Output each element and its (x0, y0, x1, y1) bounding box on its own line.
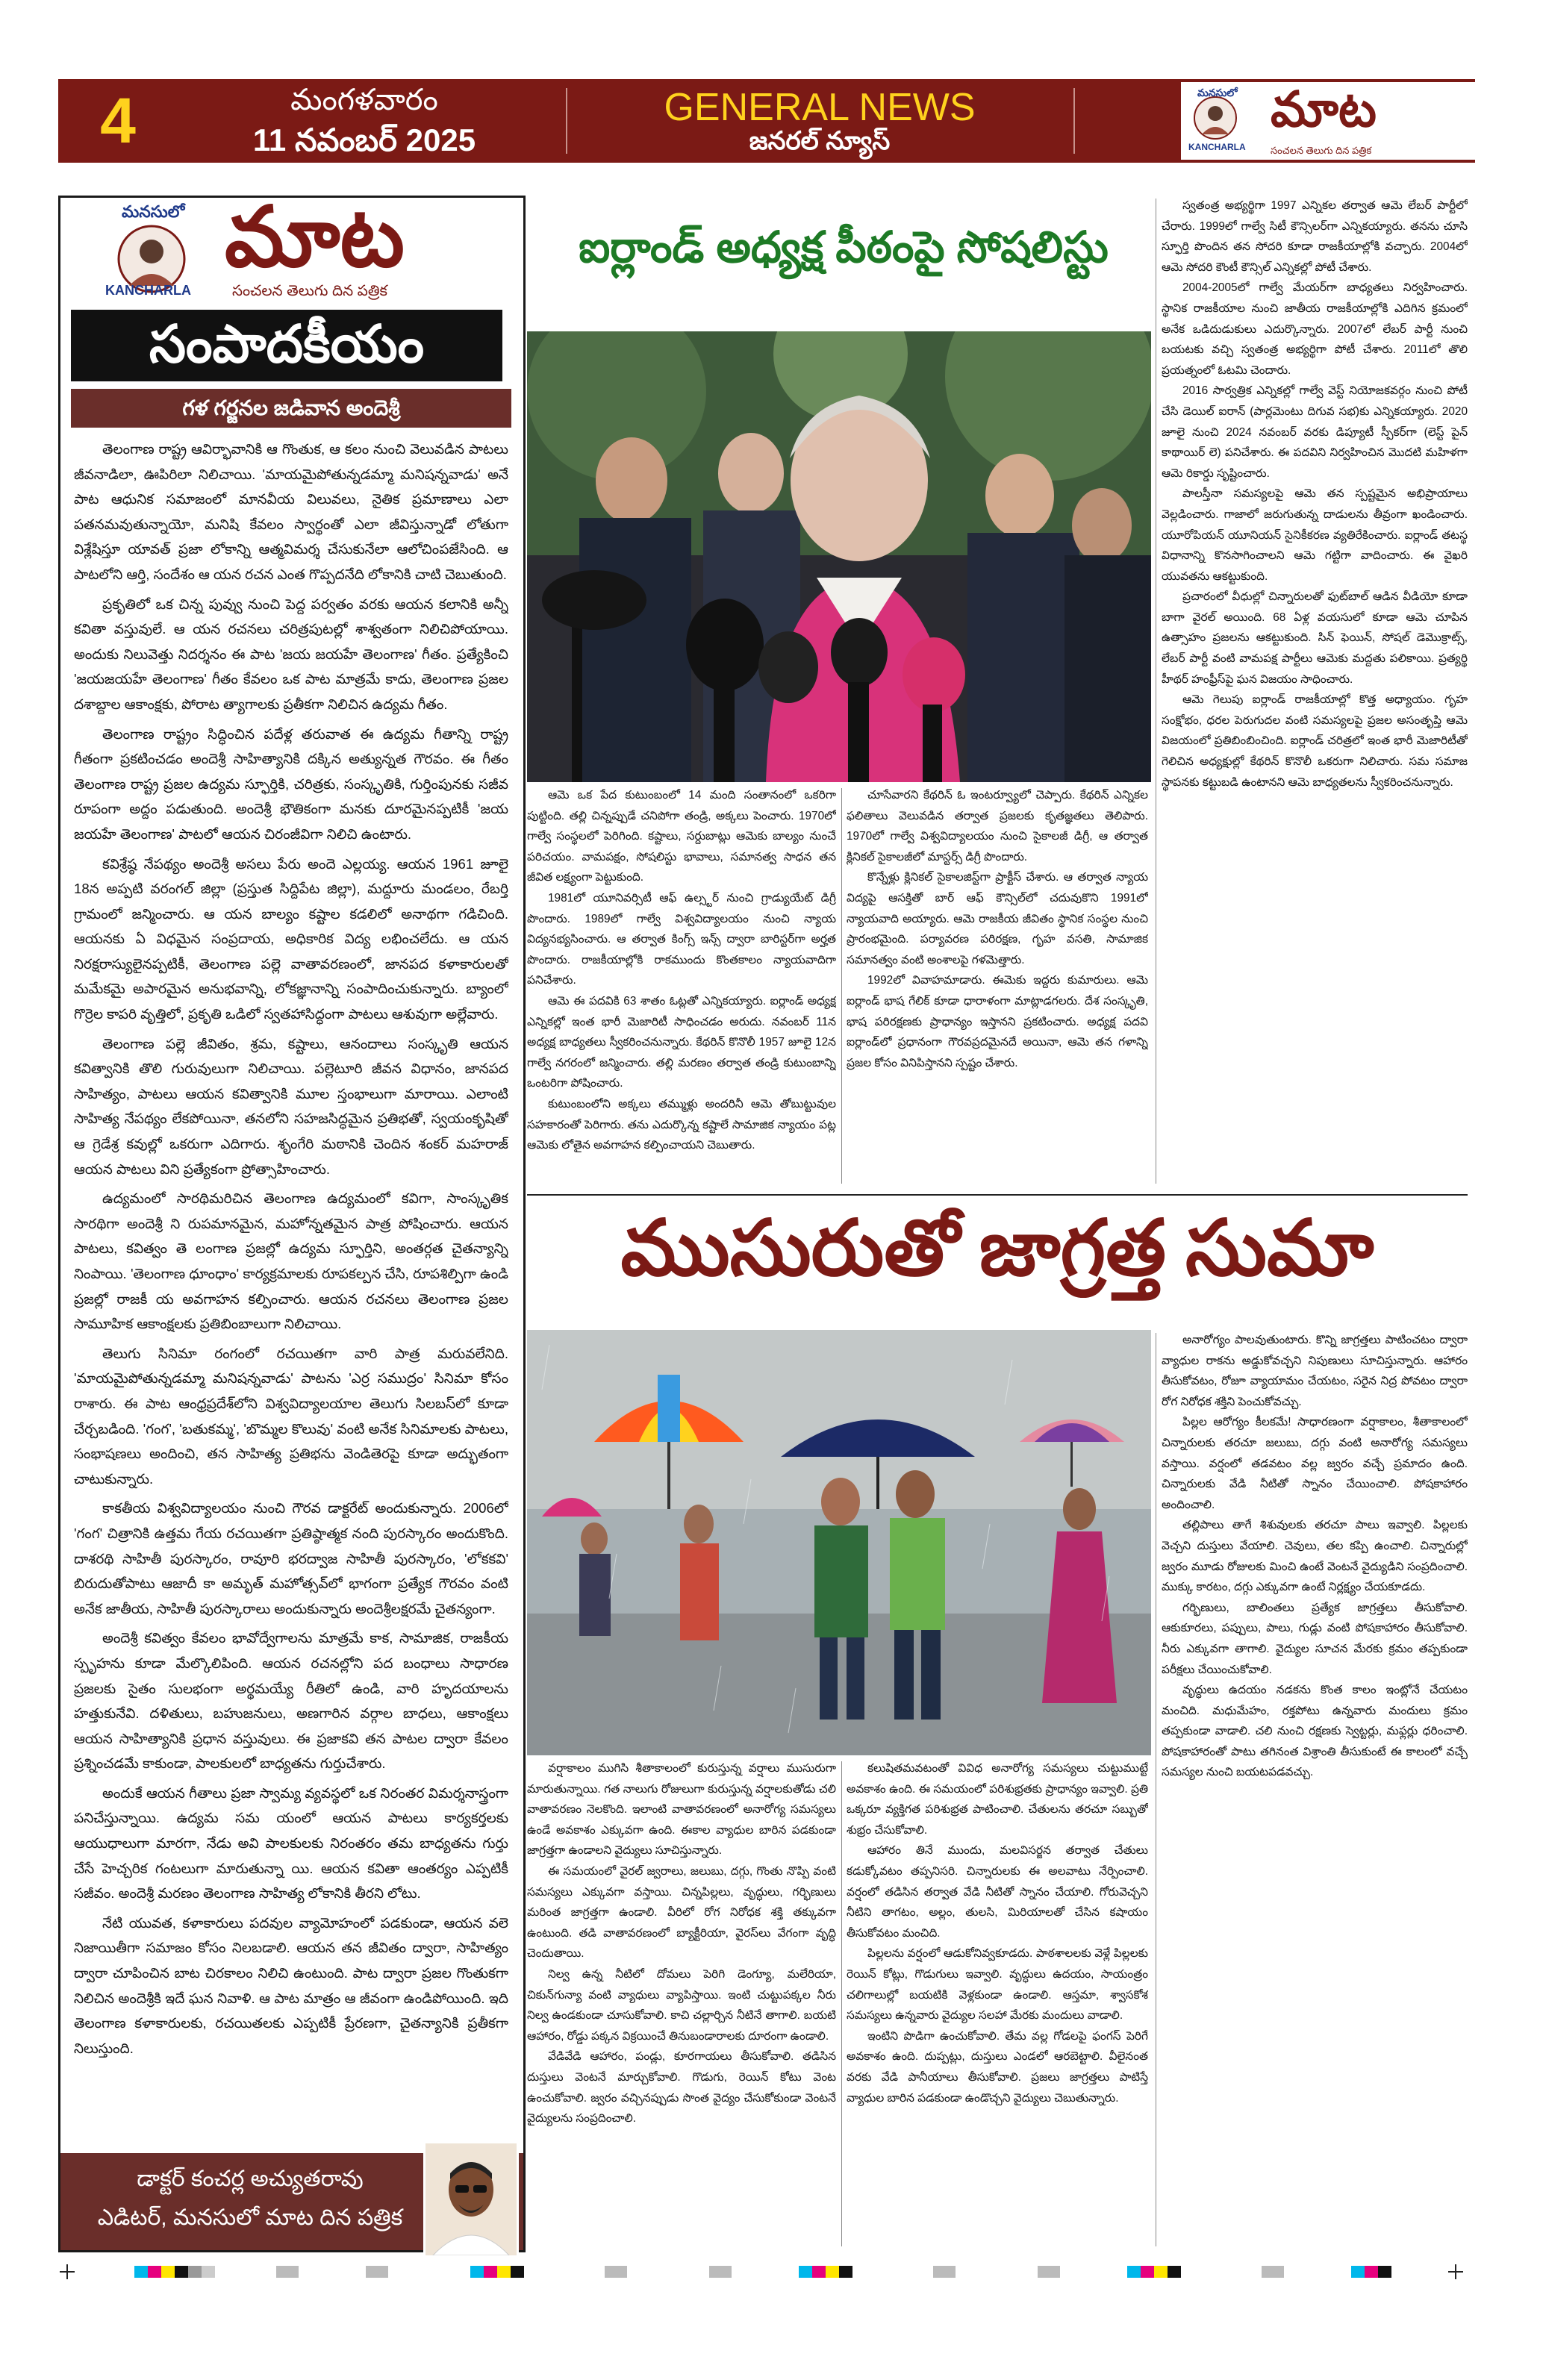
story-text-column (1162, 1330, 1468, 2251)
story-paragraph: ఆమె ఈ పదవికి 63 శాతం ఓట్లతో ఎన్నికయ్యారు. ఐర్లాండ్ అధ్యక్ష ఎన్నికల్లో ఇంత భారీ మెజారిటీ సాధించడం అరుదు. నవంబర్ 11న అధ్యక్ష బాధ్యతలు స్వీకరించనున్నారు. కేథరిన్ కొనొలీ 1957 జూలై 12న గాల్వే నగరంలో జన్మించారు. తల్లి మరణం తర్వాత తండ్రి కుటుంబాన్ని ఒంటరిగా పోషించారు. (527, 994, 836, 1090)
logo-tagline: సంచలన తెలుగు దిన పత్రిక (232, 283, 387, 299)
section-title-english: GENERAL NEWS (664, 86, 976, 129)
story-paragraph: నిల్వ ఉన్న నీటిలో దోమలు పెరిగి డెంగ్యూ, మలేరియా, చికున్‌గున్యా వంటి వ్యాధులు వ్యాపిస్తాయి. ఇంటి చుట్టుపక్కల నీరు నిల్వ ఉండకుండా చూసుకోవాలి. కాచి చల్లార్చిన నీటినే తాగాలి. బయటి ఆహారం, రోడ్డు పక్కన విక్రయించే తినుబండారాలకు దూరంగా ఉండాలి. (527, 1967, 836, 2043)
page-number: 4 (100, 85, 136, 157)
editorial-paragraph: ఉద్యమంలో సారథిమరిచిన తెలంగాణ ఉద్యమంలో కవిగా, సాంస్కృతిక సారథిగా అందెశ్రీ ని రుపమానమైన, మహోన్నతమైన పాత్ర పోషించారు. ఆయన పాటలు, కవిత్వం తె లంగాణ ప్రజల్లో ఉద్యమ స్ఫూర్తిని, అంతర్గత చైతన్యాన్ని నింపాయి. 'తెలంగాణ ధూంధాం' కార్యక్రమాలకు రూపకల్పన చేసి, రూపశిల్పిగా ఉండి ప్రజల్లో రాజకీ య అవగాహన కల్పించారు. ఆయన రచనలు తెలంగాణ ప్రజల సామూహిక ఆకాంక్షలకు ప్రతిబింబాలుగా నిలిచాయి. (74, 1190, 508, 1332)
header-date: 11 నవంబర్ 2025 (252, 122, 476, 157)
story-paragraph: కలుషితమవటంతో వివిధ అనారోగ్య సమస్యలు చుట్టుముట్టే అవకాశం ఉంది. ఈ సమయంలో పరిశుభ్రతకు ప్రాధాన్యం ఇవ్వాలి. ప్రతి ఒక్కరూ వ్యక్తిగత పరిశుభ్రత పాటించాలి. చేతులను తరచూ సబ్బుతో శుభ్రం చేసుకోవాలి. (847, 1762, 1148, 1837)
story-text-column (527, 785, 836, 1188)
logo-big-word: మాట (225, 192, 405, 284)
story-paragraph: 1981లో యూనివర్సిటీ ఆఫ్ ఉల్స్టర్ నుంచి గ్రాడ్యుయేట్ డిగ్రీ పొందారు. 1989లో గాల్వే విశ్వవిద్యాలయం నుంచి న్యాయ విద్యనభ్యసించారు. ఆ తర్వాత కింగ్స్ ఇన్స్ ద్వారా బారిస్టర్‌గా అర్హత పొందారు. రాజకీయాల్లోకి రాకముందు కొంతకాలం న్యాయవాదిగా పనిచేశారు. (527, 891, 836, 987)
editorial-paragraph: ప్రకృతిలో ఒక చిన్న పువ్వు నుంచి పెద్ద పర్వతం వరకు ఆయన కలానికి అన్నీ కవితా వస్తువులే. ఆ యన రచనలు చరిత్రపుటల్లో శాశ్వతంగా నిలిచిపోయాయి. అందుకు నిలువెత్తు నిదర్శనం ఈ పాట 'జయ జయహే తెలంగాణ' గీతం. ప్రత్యేకించి 'జయజయహే తెలంగాణ' గీతం కేవలం ఒక పాట మాత్రమే కాదు, తెలంగాణ ప్రజల దశాబ్దాల ఆకాంక్షకు, పోరాట త్యాగాలకు ప్రతీకగా నిలిచిన ఉద్యమ గీతం. (74, 596, 508, 712)
author-name: డాక్టర్ కంచర్ల అచ్యుతరావు (137, 2167, 364, 2191)
editorial-paragraph: అందెశ్రీ కవిత్వం కేవలం భావోద్వేగాలను మాత్రమే కాక, సామాజిక, రాజకీయ స్పృహను కూడా మేల్కొలిపింది. ఆయన రచనల్లోని పద బంధాలు సాధారణ ప్రజలకు సైతం సులభంగా అర్థమయ్యే రీతిలో ఉండి, వారి హృదయాలను హత్తుకునేవి. దళితులు, బహుజనులు, అణగారిన వర్గాల బాధలు, ఆకాంక్షలు ఆయన సాహిత్యానికి ప్రధాన వస్తువులు. ఈ ప్రజాకవి తన పాటల ద్వారా కేవలం ప్రశ్నించడమే కాకుండా, పాలకులలో బాధ్యతను గుర్తుచేశారు. (74, 1630, 508, 1772)
editorial-paragraph: తెలంగాణ రాష్ట్రం సిద్ధించిన పదేళ్ల తరువాత ఈ ఉద్యమ గీతాన్ని రాష్ట్ర గీతంగా ప్రకటించడం అందెశ్రీ సాహిత్యానికి దక్కిన అత్యున్నత గౌరవం. ఈ గీతం తెలంగాణ రాష్ట్ర ప్రజల ఉద్యమ స్ఫూర్తికి, చరిత్రకు, సంస్కృతికి, గుర్తింపునకు సజీవ రూపంగా అద్దం పడుతుంది. అందెశ్రీ భౌతికంగా మనకు దూరమైనప్పటికీ 'జయ జయహే తెలంగాణ' పాటలో ఆయన చిరంజీవిగా నిలిచి ఉంటారు. (74, 725, 508, 842)
print-registration-strip (52, 2260, 1471, 2284)
logo-small-word: మనసులో (122, 202, 185, 221)
story-paragraph: స్వతంత్ర అభ్యర్థిగా 1997 ఎన్నికల తర్వాత ఆమె లేబర్ పార్టీలో చేరారు. 1999లో గాల్వే సిటీ కౌన్సిలర్‌గా ఎన్నికయ్యారు. తనను చూసి స్ఫూర్తి పొందిన తన సోదరి కూడా రాజకీయాల్లోకి వచ్చారు. 2004లో ఆమె సోదరి కౌంటీ కౌన్సిల్ ఎన్నికల్లో పోటీ చేశారు. (1162, 199, 1468, 274)
story-paragraph: 2004-2005లో గాల్వే మేయర్‌గా బాధ్యతలు నిర్వహించారు. స్థానిక రాజకీయాల నుంచి జాతీయ రాజకీయాల్లోకి ఎదిగిన క్రమంలో అనేక ఒడిదుడుకులు ఎదుర్కొన్నారు. 2007లో లేబర్ పార్టీ నుంచి బయటకు వచ్చి స్వతంత్ర అభ్యర్థిగా పోటీ చేశారు. 2011లో తొలి ప్రయత్నంలో ఓటమి చెందారు. (1162, 281, 1468, 377)
logo-brand: KANCHARLA (105, 283, 191, 298)
story-paragraph: ఈ సమయంలో వైరల్ జ్వరాలు, జలుబు, దగ్గు, గొంతు నొప్పి వంటి సమస్యలు ఎక్కువగా వస్తాయి. చిన్నపిల్లలు, వృద్ధులు, గర్భిణులు మరింత జాగ్రత్తగా ఉండాలి. వీరిలో రోగ నిరోధక శక్తి తక్కువగా ఉంటుంది. తడి వాతావరణంలో బ్యాక్టీరియా, వైరస్‌లు వేగంగా వృద్ధి చెందుతాయి. (527, 1864, 836, 1961)
story-headline: ముసురుతో జాగ్రత్త సుమా (620, 1206, 1374, 1292)
masthead-logo (60, 192, 523, 302)
logo-brand: KANCHARLA (1188, 142, 1246, 152)
story-paragraph: పిల్లల ఆరోగ్యం కీలకమే! సాధారణంగా వర్షాకాలం, శీతాకాలంలో చిన్నారులకు తరచూ జలుబు, దగ్గు వంటి అనారోగ్య సమస్యలు వస్తాయి. వర్షంలో తడవటం వల్ల జ్వరం వచ్చే ప్రమాదం ఉంది. చిన్నారులకు వేడి నీటితో స్నానం చేయించాలి. పోషకాహారం అందించాలి. (1162, 1416, 1468, 1511)
story-text-column (847, 1758, 1148, 2251)
editorial-subtitle: గళ గర్జనల జడివాన అందెశ్రీ (71, 389, 511, 428)
header-logo (1181, 82, 1481, 160)
story-paragraph: వృద్ధులు ఉదయం నడకను కొంత కాలం ఇంట్లోనే చేయటం మంచిది. మధుమేహం, రక్తపోటు ఉన్నవారు మందులు క్రమం తప్పకుండా వాడాలి. చలి నుంచి రక్షణకు స్వెట్టర్లు, మఫ్లర్లు ధరించాలి. పోషకాహారంతో పాటు తగినంత విశ్రాంతి తీసుకుంటే ఈ కాలంలో వచ్చే సమస్యల నుంచి బయటపడవచ్చు. (1162, 1684, 1468, 1779)
editorial-paragraph: అందుకే ఆయన గీతాలు ప్రజా స్వామ్య వ్యవస్థలో ఒక నిరంతర విమర్శనాస్త్రంగా పనిచేస్తున్నాయి. ఉద్యమ సమ యంలో ఆయన పాటలు కార్యకర్తలకు ఆయుధాలుగా మారగా, నేడు అవి పాలకులకు నిరంతరం తమ బాధ్యతను గుర్తు చేసే హెచ్చరిక గంటలుగా మారుతున్నా యి. ఆయన కవితా ఆంతర్యం ఎప్పటికీ సజీవం. అందెశ్రీ మరణం తెలంగాణ సాహిత్య లోకానికి తీరని లోటు. (74, 1784, 508, 1902)
editorial-paragraph: తెలంగాణ పల్లె జీవితం, శ్రమ, కష్టాలు, ఆనందాలు సంస్కృతి ఆయన కవిత్వానికి తొలి గురువులుగా నిలిచాయి. పల్లెటూరి జీవన విధానం, జానపద సాహిత్యం, పాటలు ఆయన కవిత్వానికి మూల స్తంభాలుగా మారాయి. ఎలాంటి సాహిత్య నేపథ్యం లేకపోయినా, తనలోని సహజసిద్ధమైన ప్రతిభతో, స్వయంకృషితో ఆ గ్రెడేశ్ర కవుల్లో ఒకరుగా ఎదిగారు. శృంగేరి మఠానికి చెందిన శంకర్ మహరాజ్ ఆయన పాటలు విని ప్రత్యేకంగా ప్రోత్సాహించారు. (74, 1035, 508, 1177)
page-header (58, 79, 1475, 163)
story-headline: ఐర్లాండ్ అధ్యక్ష పీఠంపై సోషలిస్టు (579, 223, 1109, 272)
rain-umbrella-photo (527, 1330, 1151, 1755)
logo-small-word: మనసులో (1197, 87, 1238, 99)
story-paragraph: ఇంటిని పొడిగా ఉంచుకోవాలి. తేమ వల్ల గోడలపై ఫంగస్ పెరిగే అవకాశం ఉంది. దుప్పట్లు, దుస్తులు ఎండలో ఆరబెట్టాలి. వీలైనంత వరకు వేడి పానీయాలు తీసుకోవాలి. ప్రజలు జాగ్రత్తలు పాటిస్తే వ్యాధుల బారిన పడకుండా ఉండొచ్చని వైద్యులు చెబుతున్నారు. (847, 2029, 1148, 2105)
story-paragraph: కుటుంబంలోని అక్కలు తమ్ముళ్లు అందరినీ ఆమె తోబుట్టువుల సహకారంతో పెరిగారు. తను ఎదుర్కొన్న కష్టాలే సామాజిక న్యాయం పట్ల ఆమెకు లోతైన అవగాహన కల్పించాయని చెబుతారు. (527, 1097, 836, 1152)
story-paragraph: తల్లిపాలు తాగే శిశువులకు తరచూ పాలు ఇవ్వాలి. పిల్లలకు వెచ్చని దుస్తులు వేయాలి. చెవులు, తల కప్పి ఉంచాలి. చిన్నారుల్లో జ్వరం మూడు రోజులకు మించి ఉంటే వెంటనే వైద్యుడిని సంప్రదించాలి. ముక్కు కారటం, దగ్గు ఎక్కువగా ఉంటే నిర్లక్ష్యం చేయకూడదు. (1162, 1519, 1468, 1594)
story-photo (527, 331, 1151, 782)
editorial-body (74, 437, 508, 2071)
story-paragraph: 2016 సార్వత్రిక ఎన్నికల్లో గాల్వే వెస్ట్ నియోజకవర్గం నుంచి పోటీ చేసి డెయిల్ ఐరాన్ (పార్లమెంటు దిగువ సభ)కు ఎన్నికయ్యారు. 2020 జూలై నుంచి 2024 నవంబర్ వరకు డిప్యూటీ స్పీకర్‌గా (లెస్ట్ పైన్ కాథాయిర్ లె) పనిచేశారు. ఈ పదవిని నిర్వహించిన మొదటి మహిళగా ఆమె రికార్డు సృష్టించారు. (1162, 384, 1468, 480)
story-paragraph: వర్షాకాలం ముగిసి శీతాకాలంలో కురుస్తున్న వర్షాలు ముసురుగా మారుతున్నాయి. గత నాలుగు రోజులుగా కురుస్తున్న వర్షాలకుతోడు చలి వాతావరణం నెలకొంది. ఇలాంటి వాతావరణంలో అనారోగ్య సమస్యలు ఉండే అవకాశం ఎక్కువగా ఉంది. ఈకాల వ్యాధుల బారిన పడకుండా జాగ్రత్తగా ఉండాలని వైద్యులు సూచిస్తున్నారు. (527, 1762, 836, 1858)
section-title-telugu: జనరల్ న్యూస్ (749, 127, 891, 155)
author-portrait-icon (426, 2143, 517, 2255)
editorial-banner: సంపాదకీయం (71, 310, 502, 381)
story-paragraph: కొన్నేళ్లు క్లినికల్ సైకాలజిస్ట్‌గా ప్రాక్టీస్ చేశారు. ఆ తర్వాత న్యాయ విద్యపై ఆసక్తితో బార్ ఆఫ్ కౌన్సిల్‌లో చదువుకొని 1991లో న్యాయవాది అయ్యారు. ఆమె రాజకీయ జీవితం స్థానిక సంస్థల నుంచి ప్రారంభమైంది. పర్యావరణ పరిరక్షణ, గృహ వసతి, సామాజిక సమానత్వం వంటి అంశాలపై గళమెత్తారు. (847, 871, 1148, 966)
header-divider (1073, 88, 1075, 154)
section-divider (527, 1194, 1468, 1196)
story-paragraph: 1992లో వివాహమాడారు. ఈమెకు ఇద్దరు కుమారులు. ఆమె ఐర్లాండ్ భాష గేలిక్ కూడా ధారాళంగా మాట్లాడగలరు. దేశ సంస్కృతి, భాష పరిరక్షణకు ప్రాధాన్యం ఇస్తానని ప్రకటించారు. అధ్యక్ష పదవి ఐర్లాండ్‌లో ప్రధానంగా గౌరవప్రదమైనదే అయినా, ఆమె తన గళాన్ని ప్రజల కోసం వినిపిస్తానని స్పష్టం చేశారు. (847, 974, 1148, 1069)
story-photo (527, 1330, 1151, 1755)
header-day: మంగళవారం (290, 84, 438, 116)
press-conference-photo (527, 331, 1151, 782)
logo-tagline: సంచలన తెలుగు దిన పత్రిక (1271, 145, 1372, 156)
author-title: ఎడిటర్, మనసులో మాట దిన పత్రిక (97, 2205, 403, 2230)
story-paragraph: గర్భిణులు, బాలింతలు ప్రత్యేక జాగ్రత్తలు తీసుకోవాలి. ఆకుకూరలు, పప్పులు, పాలు, గుడ్లు వంటి పోషకాహారం తీసుకోవాలి. నీరు ఎక్కువగా తాగాలి. వైద్యుల సూచన మేరకు క్రమం తప్పకుండా పరీక్షలు చేయించుకోవాలి. (1162, 1601, 1468, 1676)
editorial-paragraph: కవిశ్రేష్ఠ నేపథ్యం అందెశ్రీ అసలు పేరు అందె ఎల్లయ్య. ఆయన 1961 జూలై 18న అప్పటి వరంగల్ జిల్లా (ప్రస్తుత సిద్దిపేట జిల్లా), మద్దూరు మండలం, రేబర్తి గ్రామంలో జన్మించారు. ఆ యన బాల్యం కష్టాల కడలిలో అనాథగా గడిచింది. ఆయనకు ఏ విధమైన సంప్రదాయ, అధికారిక విద్య లభించలేదు. ఆ యన నిరక్షరాస్యులైనప్పటికీ, తెలంగాణ పల్లె వాతావరణంలో, జానపద కళాకారులతో మమేకమై అపారమైన అనుభవాన్ని, లోకజ్ఞానాన్ని సంపాదించుకున్నారు. బ్యాంలో గొర్రెల కాపరి వృత్తిలో, ప్రకృతి ఒడిలో స్వతహాసిద్ధంగా పాటలు ఆశువుగా అల్లేవారు. (74, 855, 508, 1022)
story-paragraph: ప్రచారంలో వీధుల్లో చిన్నారులతో ఫుట్‌బాల్ ఆడిన వీడియో కూడా బాగా వైరల్ అయింది. 68 ఏళ్ల వయసులో కూడా ఆమె చూపిన ఉత్సాహం ప్రజలను ఆకట్టుకుంది. సిన్ ఫెయిన్, సోషల్ డెమొక్రాట్స్, లేబర్ పార్టీ వంటి వామపక్ష పార్టీలు ఆమెకు మద్దతు పలికాయి. ప్రత్యర్థి హీథర్ హంఫ్రీస్‌పై ఘన విజయం సాధించారు. (1162, 590, 1468, 686)
author-box (60, 2153, 523, 2250)
story-paragraph: ఆమె ఒక పేద కుటుంబంలో 14 మంది సంతానంలో ఒకరిగా పుట్టింది. తల్లి చిన్నప్పుడే చనిపోగా తండ్రి, అక్కలు పెంచారు. 1970లో గాల్వే సంస్థలలో పెరిగింది. కష్టాలు, సర్దుబాట్లు ఆమెకు బాల్యం నుంచే పరిచయం. వామపక్షం, సోషలిస్టు భావాలు, సమానత్వ సాధన తన జీవిత లక్ష్యంగా పెట్టుకుంది. (527, 789, 836, 884)
editorial-paragraph: తెలంగాణ రాష్ట్ర ఆవిర్భావానికి ఆ గొంతుక, ఆ కలం నుంచి వెలువడిన పాటలు జీవనాడిలా, ఊపిరిలా నిలిచాయి. 'మాయమైపోతున్నడమ్మా మనిషన్నవాడు' అనే పాట ఆధునిక సమాజంలో మానవీయ విలువలు, నైతిక ప్రమాణాలు ఎలా పతనమవుతున్నాయో, మనిషి కేవలం స్వార్థంతో ఎలా జీవిస్తున్నాడో లోతుగా విశ్లేషిస్తూ యావత్ ప్రజా లోకాన్ని ఆత్మవిమర్శ చేసుకునేలా ఆలోచింపజేసింది. ఆ పాటలోని ఆర్తి, సందేశం ఆ యన రచన ఎంత గొప్పదనేది లోకానికి చాటి చెబుతుంది. (74, 441, 508, 582)
story-paragraph: ఆహారం తినే ముందు, మలవిసర్జన తర్వాత చేతులు కడుక్కోవటం తప్పనిసరి. చిన్నారులకు ఈ అలవాటు నేర్పించాలి. వర్షంలో తడిసిన తర్వాత వేడి నీటితో స్నానం చేయాలి. గోరువెచ్చని నీటిని తాగటం, అల్లం, తులసి, మిరియాలతో చేసిన కషాయం తీసుకోవటం మంచిది. (847, 1844, 1148, 1940)
story-paragraph: పాలస్తీనా సమస్యలపై ఆమె తన స్పష్టమైన అభిప్రాయాలు వెల్లడించారు. గాజాలో జరుగుతున్న దాడులను తీవ్రంగా ఖండించారు. యూరోపియన్ యూనియన్ సైనికీకరణ వ్యతిరేకించారు. ఐర్లాండ్ తటస్థ విధానాన్ని కొనసాగించాలని ఆమె గట్టిగా వాదించారు. ఈ వైఖరి యువతను ఆకట్టుకుంది. (1162, 487, 1468, 583)
column-rule (841, 788, 842, 1184)
story-paragraph: ఆమె గెలుపు ఐర్లాండ్ రాజకీయాల్లో కొత్త అధ్యాయం. గృహ సంక్షోభం, ధరల పెరుగుదల వంటి సమస్యలపై ప్రజల అసంతృప్తి ఆమె విజయంలో ప్రతిబింబించింది. ఐర్లాండ్ చరిత్రలో ఇంత భారీ మెజారిటీతో గెలిచిన అధ్యక్షుల్లో కేథరిన్ కొనొలీ ఒకరుగా నిలిచారు. సమ సమాజ స్థాపనకు కట్టుబడి ఉంటానని ఆమె బాధ్యతలను స్వీకరించనున్నారు. (1162, 693, 1468, 789)
editor-portrait-icon (1193, 96, 1238, 140)
column-rule (841, 1761, 842, 2246)
story-paragraph: పిల్లలను వర్షంలో ఆడుకోనివ్వకూడదు. పాఠశాలలకు వెళ్లే పిల్లలకు రెయిన్ కోట్లు, గొడుగులు ఇవ్వాలి. వృద్ధులు ఉదయం, సాయంత్రం చలిగాలుల్లో బయటికి వెళ్లకుండా ఉండాలి. ఆస్తమా, శ్వాసకోశ సమస్యలు ఉన్నవారు వైద్యుల సలహా మేరకు మందులు వాడాలి. (847, 1947, 1148, 2023)
story-paragraph: చూసేవారని కేథరిన్ ఓ ఇంటర్వ్యూలో చెప్పారు. కేథరిన్ ఎన్నికల ఫలితాలు వెలువడిన తర్వాత ప్రజలకు కృతజ్ఞతలు తెలిపారు. 1970లో గాల్వే విశ్వవిద్యాలయం నుంచి సైకాలజీ డిగ్రీ, ఆ తర్వాత క్లినికల్ సైకాలజీలో మాస్టర్స్ డిగ్రీ పొందారు. (847, 789, 1148, 863)
story-text-column (1162, 196, 1468, 1188)
color-registration-marks (52, 2260, 1471, 2284)
editorial-paragraph: తెలుగు సినిమా రంగంలో రచయితగా వారి పాత్ర మరువలేనిది. 'మాయమైపోతున్నడమ్మా మనిషన్నవాడు' పాటను 'ఎర్ర సముద్రం' సినిమా కోసం రాశారు. ఈ పాట ఆంధ్రప్రదేశ్‌లోని విశ్వవిద్యాలయాల తెలుగు సిలబస్‌లో కూడా చేర్చబడింది. 'గంగ', 'బతుకమ్మ', 'బొమ్మల కొలువు' వంటి అనేక సినిమాలకు పాటలు, సంభాషణలు అందించి, తన సాహిత్య ప్రతిభను వెండితెరపై కూడా అద్భుతంగా చాటుకున్నారు. (74, 1345, 508, 1487)
story-text-column (527, 1758, 836, 2251)
header-divider (566, 88, 567, 154)
editorial-paragraph: కాకతీయ విశ్వవిద్యాలయం నుంచి గౌరవ డాక్టరేట్ అందుకున్నారు. 2006లో 'గంగ' చిత్రానికి ఉత్తమ గేయ రచయితగా ప్రతిష్ఠాత్మక నంది పురస్కారం అందుకొంది. దాశరథి సాహితీ పురస్కారం, రావూరి భరద్వాజ సాహితీ పురస్కారం, 'లోకకవి' బిరుదుతోపాటు ఆజాదీ కా అమృత్ మహోత్సవ్‌లో భాగంగా ప్రత్యేక గౌరవం వంటి అనేక జాతీయ, సాహితీ పురస్కారాలు అందుకున్నారు అందెశ్రీలక్షరమే చైతన్యంగా. (74, 1500, 508, 1617)
story-paragraph: అనారోగ్యం పాలవుతుంటారు. కొన్ని జాగ్రత్తలు పాటించటం ద్వారా వ్యాధుల రాకను అడ్డుకోవచ్చని నిపుణులు సూచిస్తున్నారు. ఆహారం తీసుకోవటం, రోజూ వ్యాయామం చేయటం, సరైన నిద్ర పోవటం ద్వారా రోగ నిరోధక శక్తిని పెంచుకోవచ్చు. (1162, 1334, 1468, 1408)
editorial-paragraph: నేటి యువత, కళాకారులు పదవుల వ్యామోహంలో పడకుండా, ఆయన వలె నిజాయితీగా సమాజం కోసం నిలబడాలి. ఆయన తన జీవితం ద్వారా, సాహిత్యం ద్వారా చూపించిన బాట చిరకాలం నిలిచి ఉంటుంది. పాట ద్వారా ప్రజల గొంతుకగా నిలిచిన అందెశ్రీకి ఇదే ఘన నివాళి. ఆ పాట మాత్రం ఆ జీవంగా ఉండిపోయింది. ఇది తెలంగాణ కళాకారులకు, రచయితలకు ఎప్పటికీ ప్రేరణగా, చైతన్యానికి ప్రతీకగా నిలుస్తుంది. (74, 1914, 508, 2056)
story-paragraph: వేడివేడి ఆహారం, పండ్లు, కూరగాయలు తీసుకోవాలి. తడిసిన దుస్తులు వెంటనే మార్చుకోవాలి. గొడుగు, రెయిన్ కోటు వెంట ఉంచుకోవాలి. జ్వరం వచ్చినప్పుడు సొంత వైద్యం చేసుకోకుండా వెంటనే వైద్యులను సంప్రదించాలి. (527, 2050, 836, 2126)
author-photo (423, 2141, 519, 2258)
editorial-column (58, 192, 526, 2252)
story-text-column (847, 785, 1148, 1188)
logo-big-word: మాట (1271, 83, 1377, 137)
